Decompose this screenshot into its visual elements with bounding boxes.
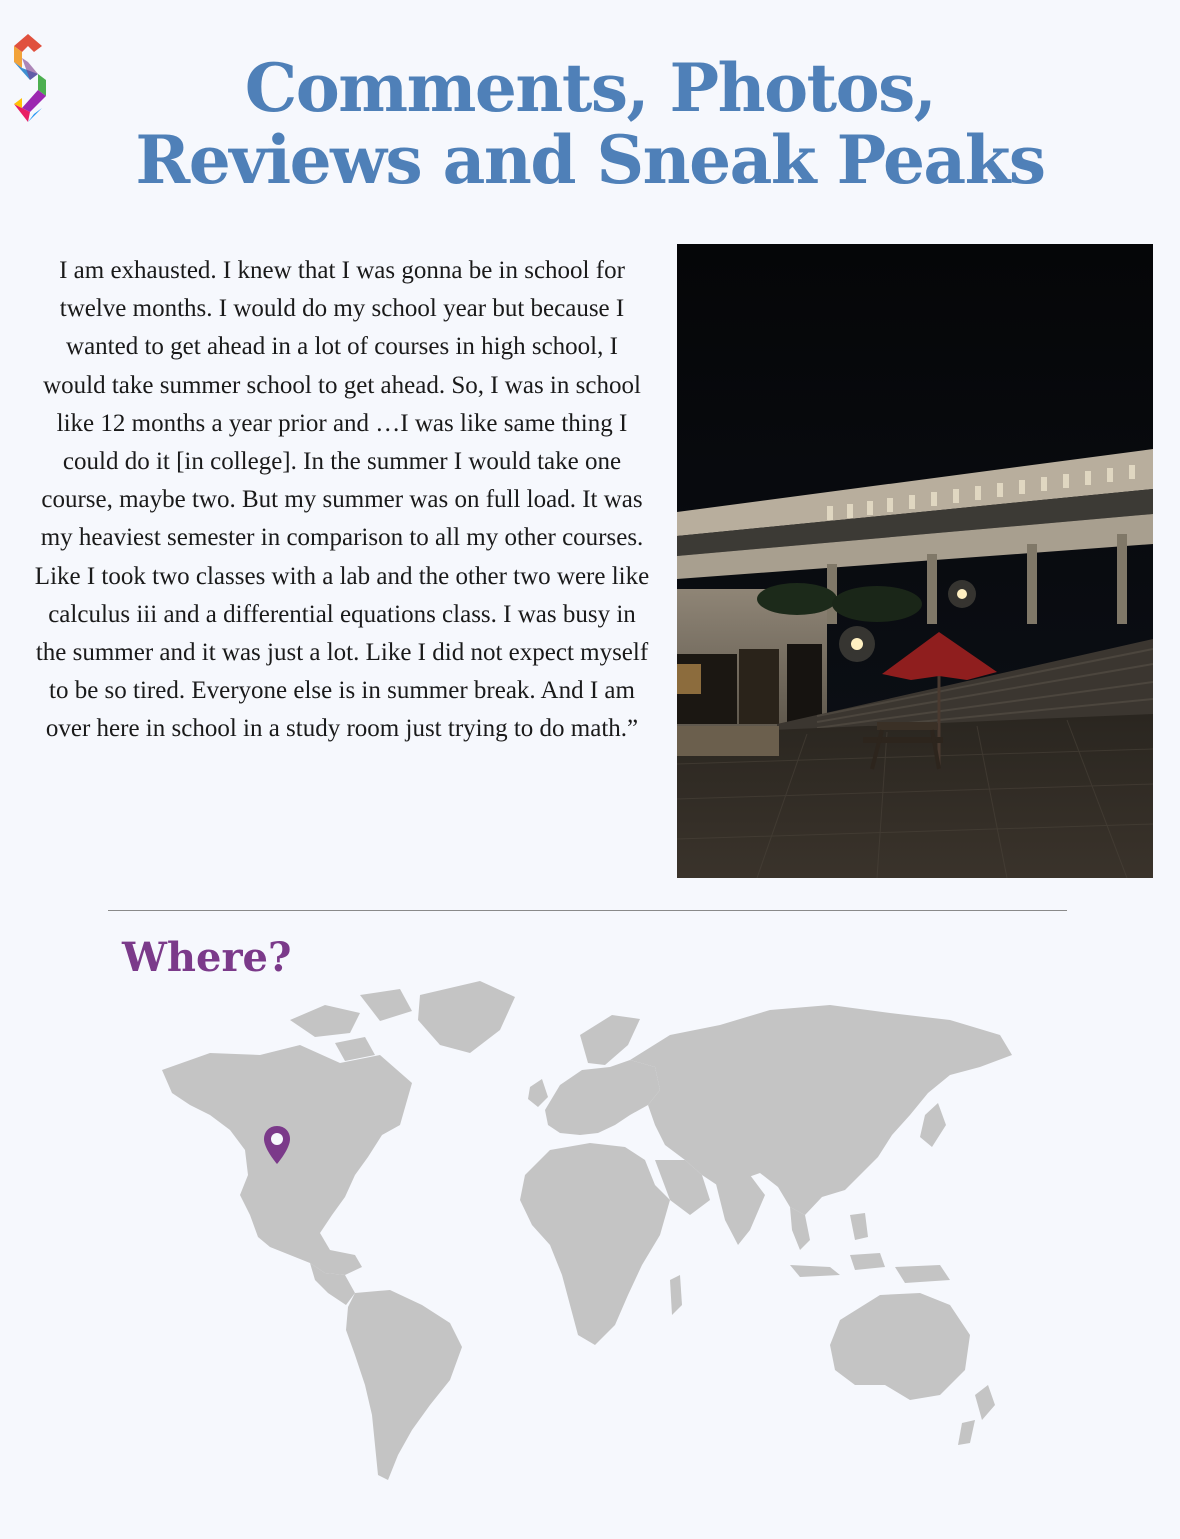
campus-night-photo <box>677 244 1153 878</box>
testimonial-quote: I am exhausted. I knew that I was gonna be in school for twelve months. I would do my school year but because I wanted to get ahead in a lot of courses in high school, I would take summer school to get ahead. So, I was in school like 12 months a year prior and …I was like same thing I could do it [in college]. In the summer I would take one course, maybe two. But my summer was on full load. It was my heaviest semester in comparison to all my other courses. Like I took two classes with a lab and the other two were like calculus iii and a differential equations class. I was busy in the summer and it was just a lot. Like I did not expect myself to be so tired. Everyone else is in summer break. And I am over here in school in a study room just trying to do math.” <box>34 257 650 743</box>
where-heading: Where? <box>122 934 292 981</box>
page-title-line-2: Reviews and Sneak Peaks <box>135 121 1045 199</box>
page-title <box>0 49 1180 199</box>
section-divider <box>108 910 1067 911</box>
world-map <box>150 975 1030 1495</box>
page-title-line-1: Comments, Photos, <box>244 49 936 127</box>
map-pin-icon <box>262 1124 292 1166</box>
